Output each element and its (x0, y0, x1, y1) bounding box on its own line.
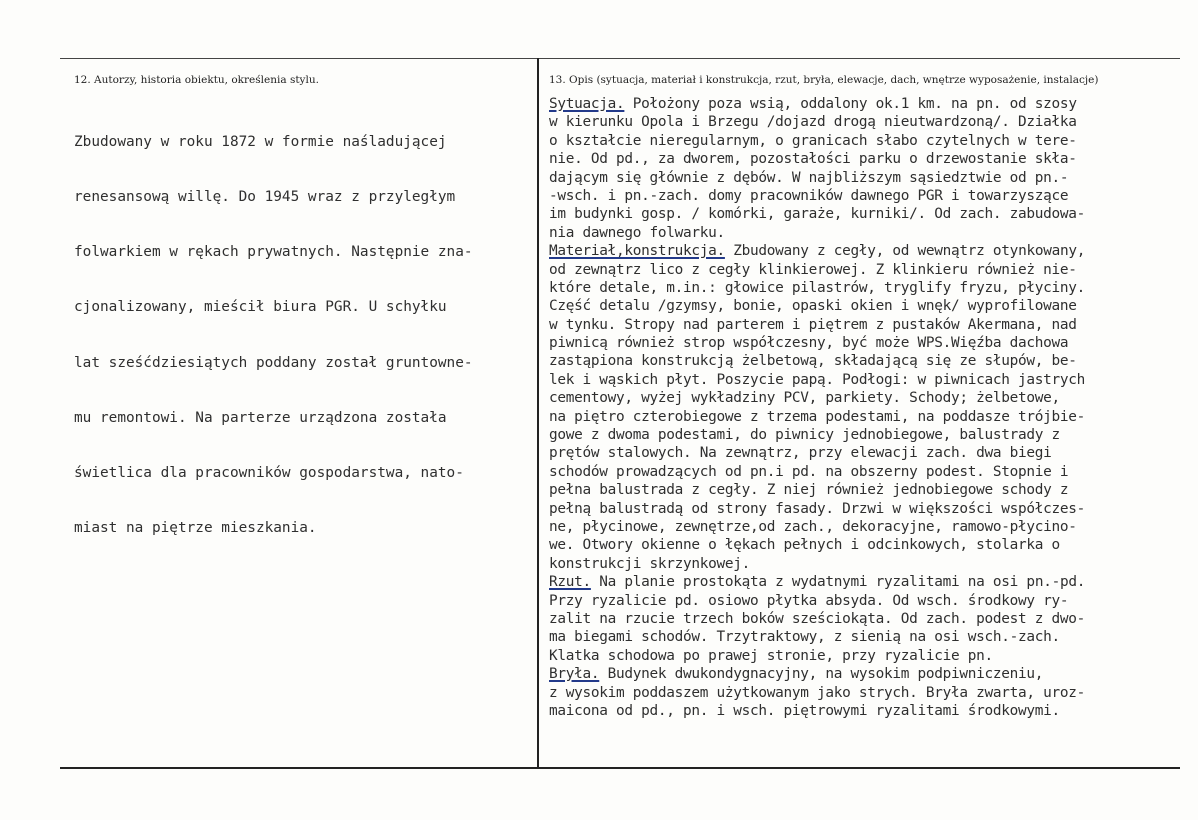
text-line (549, 500, 1085, 518)
section-subheading: Rzut. (549, 574, 591, 591)
text-line (549, 610, 1085, 628)
text-line (549, 408, 1085, 426)
line-text: nia dawnego folwarku. (549, 224, 725, 241)
section-subheading: Bryła. (549, 666, 600, 683)
line-text: Zbudowany z cegły, od wewnątrz otynkowany, (724, 243, 1086, 260)
bottom-rule (60, 767, 1180, 769)
line-text: Budynek dwukondygnacyjny, na wysokim podpiwniczeniu, (599, 666, 1044, 683)
line-text: które detale, m.in.: głowice pilastrów, tryglify fryzu, płyciny. (549, 279, 1086, 296)
line-text: maicona od pd., pn. i wsch. piętrowymi ryzalitami środkowymi. (549, 702, 1060, 719)
text-line: cjonalizowany, mieścił biura PGR. U schyłku (74, 299, 447, 316)
line-text: lek i wąskich płyt. Poszycie papą. Podłogi: w piwnicach jastrych (549, 371, 1086, 388)
text-line (549, 647, 1085, 665)
line-text: pełna balustrada z cegły. Z niej również jednobiegowe schody z (549, 482, 1069, 499)
line-text: gowe z dwoma podestami, do piwnicy jednobiegowe, balustrady z (549, 427, 1060, 444)
text-line: miast na piętrze mieszkania. (74, 520, 317, 537)
line-text: Część detalu /gzymsy, bonie, opaski okien i wnęk/ wyprofilowane (549, 298, 1077, 315)
text-line (549, 518, 1085, 536)
text-line (549, 150, 1085, 168)
text-line (549, 113, 1085, 131)
section-13-text (549, 95, 1085, 720)
text-line (549, 205, 1085, 223)
line-text: ma biegami schodów. Trzytraktowy, z sienią na osi wsch.-zach. (549, 629, 1060, 646)
section-subheading: Sytuacja. (549, 96, 625, 112)
text-line (549, 536, 1085, 554)
text-line (549, 352, 1085, 370)
line-text: na piętro czterobiegowe z trzema podestami, na poddasze trójbie- (549, 408, 1086, 425)
text-line (549, 573, 1085, 591)
line-text: ne, płycinowe, zewnętrze,od zach., dekoracyjne, ramowo-płycino- (549, 518, 1077, 535)
text-line: Zbudowany w roku 1872 w formie naśladującej (74, 133, 447, 150)
text-line (549, 684, 1085, 702)
line-text: z wysokim poddaszem użytkowanym jako strych. Bryła zwarta, uroz- (549, 684, 1086, 701)
text-line (549, 316, 1085, 334)
text-line (549, 665, 1085, 683)
line-text: zastąpiona konstrukcją żelbetową, składającą się ze słupów, be- (549, 353, 1077, 370)
text-line (549, 702, 1085, 720)
text-line (549, 628, 1085, 646)
text-line (549, 187, 1085, 205)
line-text: w kierunku Opola i Brzegu /dojazd drogą nieutwardzoną/. Działka (549, 114, 1077, 131)
line-text: piwnicą również strop współczesny, być może WPS.Więźba dachowa (549, 335, 1069, 352)
line-text: im budynki gosp. / komórki, garaże, kurniki/. Od zach. zabudowa- (549, 206, 1086, 223)
text-line (549, 334, 1085, 352)
line-text: prętów stalowych. Na zewnątrz, przy elewacji zach. dwa biegi (549, 445, 1052, 462)
text-line (549, 261, 1085, 279)
line-text: konstrukcji skrzynkowej. (549, 555, 751, 572)
section-13-header: 13. Opis (sytuacja, materiał i konstrukcja, rzut, bryła, elewacje, dach, wnętrze wyposażenie, instalacje) (549, 74, 1099, 86)
section-12-header: 12. Autorzy, historia obiektu, określenia stylu. (74, 74, 319, 86)
line-text: o kształcie nieregularnym, o granicach słabo czytelnych w tere- (549, 132, 1077, 149)
line-text: Na planie prostokąta z wydatnymi ryzalitami na osi pn.-pd. (590, 574, 1086, 591)
text-line (549, 95, 1085, 113)
section-subheading: Materiał,konstrukcja. (549, 243, 725, 260)
text-line (549, 224, 1085, 242)
text-line (549, 242, 1085, 260)
text-line: świetlica dla pracowników gospodarstwa, nato- (74, 465, 464, 482)
column-divider (537, 58, 539, 767)
top-rule (60, 58, 1180, 59)
text-line: mu remontowi. Na parterze urządzona została (74, 409, 447, 426)
line-text: pełną balustradą od strony fasady. Drzwi w większości współczes- (549, 500, 1086, 517)
text-line (549, 592, 1085, 610)
text-line (549, 389, 1085, 407)
line-text: od zewnątrz lico z cegły klinkierowej. Z klinkieru również nie- (549, 261, 1077, 278)
line-text: w tynku. Stropy nad parterem i piętrem z pustaków Akermana, nad (549, 316, 1077, 333)
line-text: nie. Od pd., za dworem, pozostałości parku o drzewostanie skła- (549, 151, 1077, 168)
line-text: dającym się głównie z dębów. W najbliższym sąsiedztwie od pn.- (549, 169, 1069, 186)
text-line (549, 371, 1085, 389)
text-line (549, 279, 1085, 297)
text-line (549, 132, 1085, 150)
text-line (549, 481, 1085, 499)
text-line (549, 297, 1085, 315)
line-text: Przy ryzalicie pd. osiowo płytka absyda. Od wsch. środkowy ry- (549, 592, 1069, 609)
line-text: Klatka schodowa po prawej stronie, przy ryzalicie pn. (549, 647, 993, 664)
line-text: schodów prowadzących od pn.i pd. na obszerny podest. Stopnie i (549, 463, 1069, 480)
text-line: folwarkiem w rękach prywatnych. Następnie zna- (74, 244, 473, 261)
section-12-text (74, 96, 473, 574)
text-line: renesansową willę. Do 1945 wraz z przyległym (74, 189, 456, 206)
line-text: zalit na rzucie trzech boków sześciokąta. Od zach. podest z dwo- (549, 610, 1086, 627)
text-line (549, 463, 1085, 481)
text-line (549, 444, 1085, 462)
text-line (549, 426, 1085, 444)
line-text: -wsch. i pn.-zach. domy pracowników dawnego PGR i towarzyszące (549, 187, 1069, 204)
line-text: Położony poza wsią, oddalony ok.1 km. na pn. od szosy (624, 96, 1077, 112)
text-line (549, 169, 1085, 187)
line-text: we. Otwory okienne o łękach pełnych i odcinkowych, stolarka o (549, 537, 1060, 554)
text-line (549, 555, 1085, 573)
line-text: cementowy, wyżej wykładziny PCV, parkiety. Schody; żelbetowe, (549, 390, 1060, 407)
text-line: lat sześćdziesiątych poddany został gruntowne- (74, 354, 473, 371)
